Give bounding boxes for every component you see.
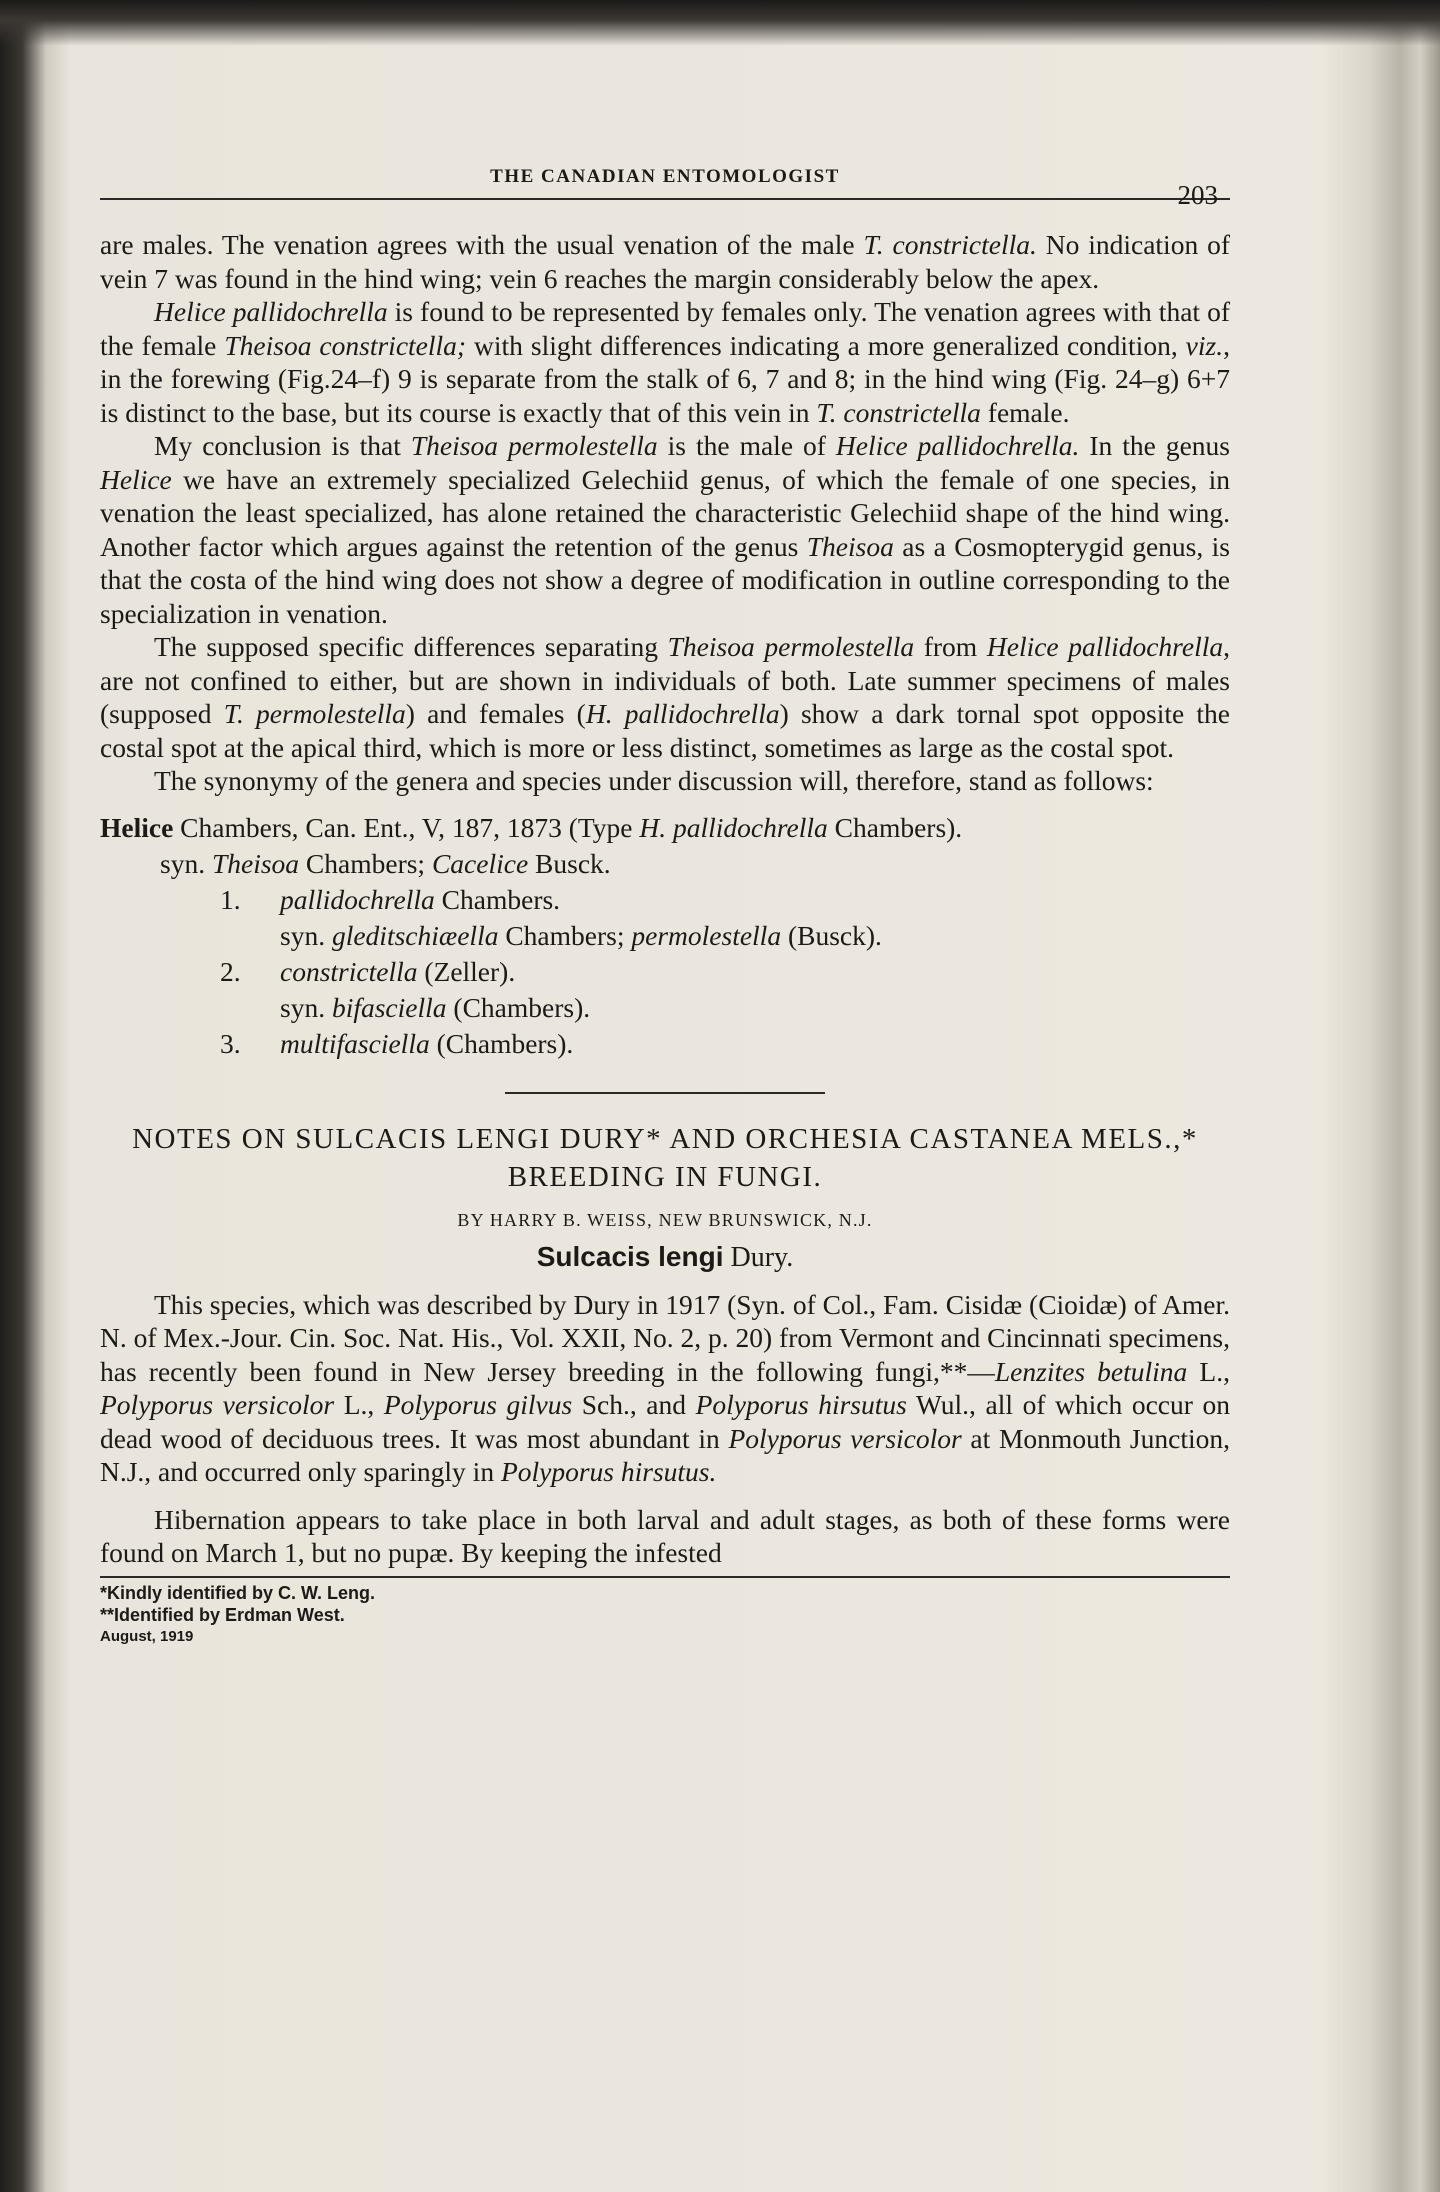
paragraph — [100, 630, 1230, 764]
entry-text — [280, 956, 515, 987]
italic-text: Cacelice — [431, 847, 529, 879]
italic-text: bifasciella — [331, 991, 447, 1023]
species-synonyms — [280, 990, 1230, 1026]
entry-number: 3. — [220, 1027, 241, 1059]
species-author: Dury. — [723, 1241, 794, 1273]
text-run: No indication of vein 7 was found in the hind wing; vein 6 reaches the margin considerably below the apex. — [100, 229, 1230, 294]
issue-date: August, 1919 — [100, 1627, 194, 1645]
text-run: The supposed specific differences separating — [154, 631, 668, 662]
italic-text: Lenzites betulina — [994, 1355, 1188, 1387]
page-top-shadow — [0, 0, 1440, 46]
italic-text: viz. — [1185, 329, 1224, 361]
continued-article-body — [100, 228, 1230, 798]
text-run: L., — [1187, 1355, 1230, 1387]
article-body — [100, 1288, 1230, 1570]
journal-page — [100, 150, 1230, 1648]
footnote: **Identified by Erdman West. — [100, 1604, 345, 1625]
text-run: (Chambers). — [446, 991, 591, 1023]
text-run: we have an extremely specialized Gelechiid genus, of which the female of one species, in venation the least specialized, has alone retained the characteristic Gelechiid shape of the hind wing. Another factor which argues against the retention of the genus — [100, 463, 1230, 562]
entry-text — [280, 884, 560, 915]
italic-text: Helice pallidochrella. — [835, 430, 1080, 461]
page-number: 203 — [1177, 180, 1218, 210]
italic-text: constrictella — [280, 955, 418, 987]
italic-text: Theisoa — [211, 847, 300, 879]
italic-text: Polyporus versicolor — [728, 1422, 962, 1454]
footnote-rule — [100, 1576, 1230, 1578]
genus-heading — [100, 810, 1230, 846]
italic-text: Helice — [100, 463, 172, 495]
text-run: Wul., all of which occur on dead wood of deciduous trees. It was most abundant in — [100, 1389, 1230, 1454]
italic-text: Helice pallidochrella — [986, 631, 1224, 662]
italic-text: Polyporus gilvus — [383, 1389, 573, 1420]
page-header — [100, 150, 1230, 210]
italic-text: Theisoa constrictella; — [224, 329, 467, 361]
text-run: are males. The venation agrees with the usual venation of the male — [100, 229, 864, 260]
paragraph — [100, 228, 1230, 295]
italic-text: Polyporus hirsutus. — [500, 1456, 717, 1487]
text-run: female. — [980, 396, 1070, 428]
italic-text: gleditschiæella — [331, 919, 499, 951]
text-run: Hibernation appears to take place in both larval and adult stages, as both of these forms were found on March 1, but no pupæ. By keeping the infested — [100, 1503, 1230, 1568]
species-name: Sulcacis lengi — [536, 1240, 724, 1272]
text-run: is found to be represented by females only. The venation agrees with that of the female — [100, 296, 1230, 361]
species-entry — [100, 1026, 1230, 1062]
section-divider — [505, 1092, 825, 1094]
italic-text: Helice pallidochrella — [154, 296, 388, 327]
footnote: *Kindly identified by C. W. Leng. — [100, 1582, 376, 1603]
text-run: Chambers). — [827, 811, 963, 843]
text-run: (Zeller). — [417, 955, 516, 987]
italic-text: Theisoa permolestella — [667, 631, 915, 662]
species-heading — [100, 1241, 1230, 1274]
species-entry — [100, 954, 1230, 990]
italic-text: Theisoa — [806, 530, 894, 562]
entry-text — [280, 1028, 573, 1059]
text-run: syn. — [280, 991, 332, 1023]
text-run: This species, which was described by Dury in 1917 (Syn. of Col., Fam. Cisidæ (Cioidæ) of Amer. N. of Mex.-Jour. Cin. Soc. Nat. His., Vol. XXII, No. 2, p. 20) from Vermont and Cincinnati specimens, has recently been found in New Jersey breeding in the following fungi,**— — [100, 1288, 1230, 1387]
text-run: My conclusion is that — [154, 430, 411, 461]
text-run: syn. — [280, 919, 332, 951]
article-title: NOTES ON SULCACIS LENGI DURY* AND ORCHESIA CASTANEA MELS.,* BREEDING IN FUNGI. — [132, 1122, 1198, 1193]
paragraph — [100, 429, 1230, 630]
text-run: from — [914, 631, 987, 662]
italic-text: H. pallidochrella — [639, 811, 828, 843]
text-run: In the genus — [1079, 430, 1230, 461]
italic-text: T. constrictella. — [863, 229, 1037, 260]
italic-text: permolestella — [631, 919, 782, 951]
text-run: syn. — [160, 847, 212, 879]
text-run: at Monmouth Junction, N.J., and occurred only sparingly in — [100, 1422, 1230, 1487]
text-run: Chambers; — [299, 847, 432, 879]
paragraph — [100, 1503, 1230, 1570]
text-run: L., — [334, 1389, 384, 1420]
text-run: ) and females ( — [405, 698, 586, 729]
italic-text: Polyporus versicolor — [100, 1389, 335, 1420]
italic-text: Polyporus hirsutus — [695, 1389, 907, 1420]
species-entry — [100, 882, 1230, 918]
text-run: Chambers. — [434, 883, 561, 915]
text-run: with slight differences indicating a more generalized condition, — [466, 329, 1186, 361]
footnotes — [100, 1582, 1230, 1648]
paragraph — [100, 295, 1230, 429]
text-run: , are not confined to either, but are shown in individuals of both. Late summer specimens of males (supposed — [100, 631, 1230, 729]
species-synonyms — [280, 918, 1230, 954]
text-run: (Busck). — [781, 919, 882, 951]
italic-text: T. constrictella — [816, 396, 981, 428]
text-run: (Chambers). — [429, 1027, 574, 1059]
text-run: ) show a dark tornal spot opposite the costal spot at the apical third, which is more or less distinct, sometimes as large as the costal spot. — [100, 698, 1231, 763]
text-run: Busck. — [528, 847, 611, 879]
italic-text: Theisoa permolestella — [410, 430, 658, 461]
byline: BY HARRY B. WEISS, NEW BRUNSWICK, N.J. — [457, 1209, 873, 1230]
text-run: as a Cosmopterygid genus, is that the costa of the hind wing does not show a degree of modification in outline corresponding to the specialization in venation. — [100, 530, 1230, 629]
italic-text: H. pallidochrella — [585, 698, 780, 729]
text-run: Chambers; — [498, 919, 632, 951]
paragraph — [100, 764, 1230, 798]
bold-text: Helice — [100, 811, 174, 843]
entry-number: 1. — [220, 883, 241, 915]
text-run: Sch., and — [572, 1389, 696, 1420]
text-run: is the male of — [657, 430, 836, 461]
italic-text: T. permolestella — [223, 698, 406, 729]
paragraph — [100, 1288, 1230, 1489]
italic-text: pallidochrella — [280, 883, 435, 915]
text-run: Chambers, Can. Ent., V, 187, 1873 (Type — [173, 811, 640, 843]
synonymy-list — [100, 810, 1230, 1062]
text-run: , in the forewing (Fig.24–f) 9 is separate from the stalk of 6, 7 and 8; in the hind wing (Fig. 24–g) 6+7 is distinct to the base, but its course is exactly that of this vein in — [100, 329, 1230, 428]
text-run: The synonymy of the genera and species under discussion will, therefore, stand as follows: — [154, 765, 1154, 796]
italic-text: multifasciella — [280, 1027, 430, 1059]
running-title: THE CANADIAN ENTOMOLOGIST — [490, 166, 840, 187]
genus-synonyms — [160, 846, 1230, 882]
entry-number: 2. — [220, 955, 241, 987]
